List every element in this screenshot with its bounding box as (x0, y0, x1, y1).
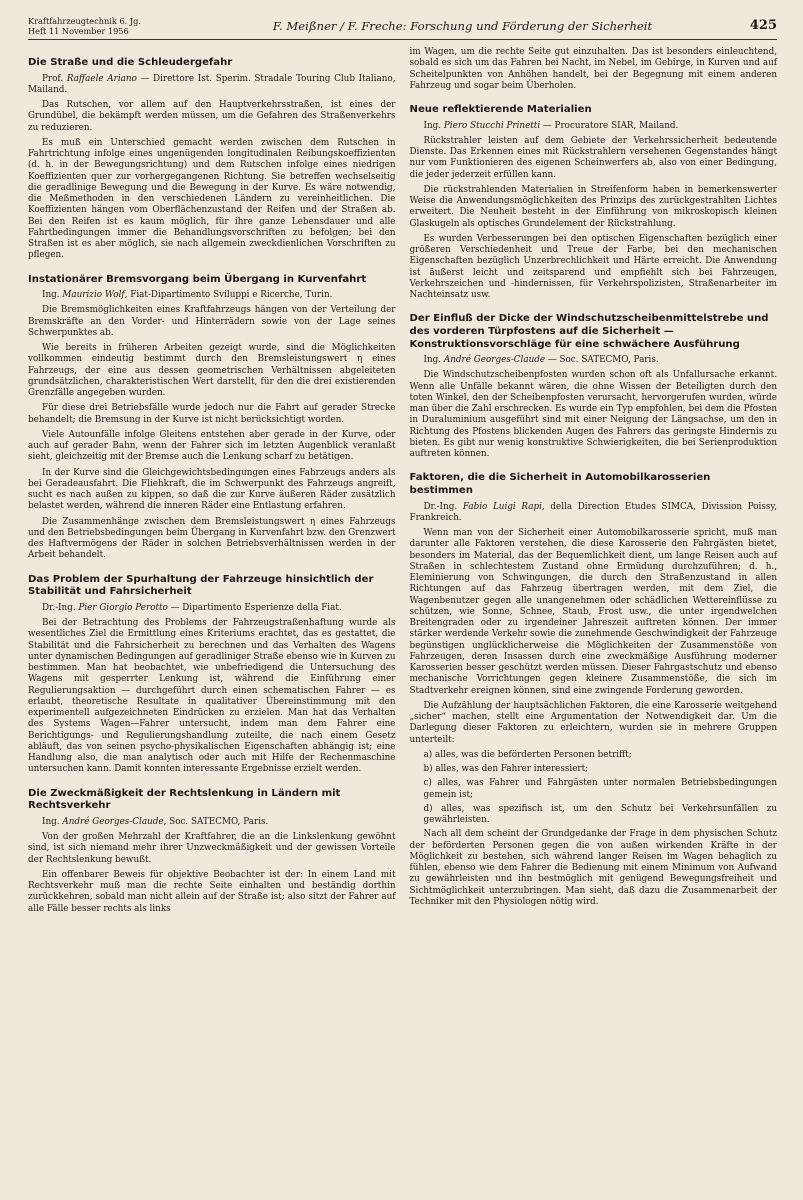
author-affiliation: — Procuratore SIAR, Mailand. (542, 120, 679, 131)
section-title: Neue reflektierende Materialien (409, 104, 592, 115)
paragraph: Die rückstrahlenden Materialien in Streifenform haben in bemerkenswerter Weise die Anwendungsmöglichkeiten des Prinzips des zurückgestrahlten Lichtes erweitert. Die Neuheit besteht in der Einführung von mikroskopisch kleinen Glaskugeln als optisches Grundelement der Rückstrahlung. (409, 184, 777, 229)
author-affiliation: , Soc. SATECMO, Paris. (163, 816, 269, 827)
author-line (410, 502, 778, 525)
page-number: 425 (749, 18, 777, 33)
paragraph-continued: im Wagen, um die rechte Seite gut einzuhalten. Das ist besonders einleuchtend, sobald es sich um das Fahren bei Nacht, im Nebel, im Gebirge, in Kurven und auf Scheitelpunkten von Anhöhen handelt, bei der Begegnung mit einem anderen Fahrzeug und sogar beim Überholen. (409, 47, 777, 91)
paragraph: Die Windschutzscheibenpfosten wurden schon oft als Unfallursache erkannt. Wenn alle Unfälle bekannt wären, die ohne Wissen der Beteiligten durch den toten Winkel, den der Scheibenpfosten verursacht, hervorgerufen wurden, würde man über die Zahl erschrecken. Es wurde ein Typ empfohlen, bei dem die Pfosten in Duraluminium ausgeführt sind mit einer Neigung der Längsachse, um den in Richtung des Pfostens blickenden Augen des Fahrers das geringste Hindernis zu bieten. Es gibt nur wenig konstruktive Schwierigkeiten, die bei Serienproduktion auftreten können. (409, 370, 777, 460)
author-affiliation: , della Direction Etudes SIMCA, Divission Poissy, Frankreich. (409, 501, 777, 523)
section-title: Faktoren, die die Sicherheit in Automobilkarosserien bestimmen (409, 472, 711, 496)
paragraph: Die Aufzählung der hauptsächlichen Faktoren, die eine Karosserie weitgehend „sicher“ machen, stellt eine Argumentation der Notwendigkeit dar. Um die Darlegung dieser Faktoren zu erleichtern, wurden sie in mehrere Gruppen unterteilt: (409, 700, 777, 745)
section-title: Der Einfluß der Dicke der Windschutzscheibenmittelstrebe und des vorderen Türpfostens auf die Sicherheit — Konstruktionsvorschläge für eine schwächere Ausführung (409, 313, 769, 350)
paragraph: Nach all dem scheint der Grundgedanke der Frage in dem physischen Schutz der beförderten Personen gegen die von außen wirkenden Kräfte in der Möglichkeit zu bestehen, sich während langer Reisen im Wagen behaglich zu fühlen, ebenso wie dem Fahrer die Bedienung mit einem Minimum von Aufwand zu gewährleisten und ihn bestmöglich mit genügend Bewegungsfreiheit und Sichtmöglichkeit unterzubringen. Man sieht, daß dazu die Zusammenarbeit der Techniker mit den Physiologen nötig wird. (409, 829, 777, 907)
list-item: c) alles, was Fahrer und Fahrgästen unter normalen Betriebsbedingungen gemein ist; (423, 778, 777, 800)
author-prefix: Ing. (42, 816, 60, 827)
two-column-body (28, 47, 777, 919)
running-title: F. Meißner / F. Freche: Forschung und Förderung der Sicherheit (272, 19, 653, 33)
journal-line-1: Kraftfahrzeugtechnik 6. Jg. (28, 16, 141, 26)
list-item: d) alles, was spezifisch ist, um den Schutz bei Verkehrsunfällen zu gewährleisten. (423, 803, 777, 826)
paragraph: Die Zusammenhänge zwischen dem Bremsleistungswert η eines Fahrzeugs und den Betriebsbedingungen beim Übergang in Kurvenfahrt bzw. den Grenzwert des Haftvermögens der Räder in solchen Betriebsverhältnissen werden in der Arbeit behandelt. (28, 516, 396, 561)
author-line (410, 121, 778, 132)
author-affiliation: , Fiat-Dipartimento Sviluppi e Ricerche, Turin. (124, 290, 333, 301)
list-item: a) alles, was die beförderten Personen betrifft; (423, 749, 632, 760)
author-prefix: Ing. (42, 290, 60, 301)
author-name: Maurizio Wolf (62, 290, 125, 301)
paragraph: Die Bremsmöglichkeiten eines Kraftfahrzeugs hängen von der Verteilung der Bremskräfte an den Vorder- und Hinterrädern sowie von der Lage seines Schwerpunktes ab. (28, 305, 396, 338)
section-title: Instationärer Bremsvorgang beim Übergang in Kurvenfahrt (28, 273, 367, 285)
paragraph: Das Rutschen, vor allem auf den Hauptverkehrsstraßen, ist eines der Grundübel, die bekämpft werden müssen, um die Gefahren des Straßenverkehrs zu reduzieren. (28, 100, 396, 133)
author-affiliation: — Direttore Ist. Sperim. Stradale Touring Club Italiano, Mailand. (28, 73, 396, 95)
author-line (28, 74, 396, 97)
author-prefix: Dr.-Ing. (423, 501, 458, 512)
paragraph: Ein offenbarer Beweis für objektive Beobachter ist der: In einem Land mit Rechtsverkehr muß man die rechte Seite einhalten und beständig dorthin zurückkehren, sobald man nicht allein auf der Straße ist; also sitzt der Fahrer auf alle Fälle besser rechts als links (28, 869, 396, 914)
author-affiliation: — Soc. SATECMO, Paris. (547, 355, 659, 366)
paragraph: Für diese drei Betriebsfälle wurde jedoch nur die Fahrt auf gerader Strecke behandelt; die Bremsung in der Kurve ist nicht berücksichtigt worden. (28, 403, 396, 425)
right-column (410, 47, 778, 919)
running-header (28, 16, 777, 40)
author-name: Pier Giorgio Perotto (78, 602, 168, 613)
paragraph: In der Kurve sind die Gleichgewichtsbedingungen eines Fahrzeugs anders als bei Geradeausfahrt. Die Fliehkraft, die im Schwerpunkt des Fahrzeugs angreift, sucht es nach außen zu kippen, so daß die zur Kurve äußeren Räder zusätzlich belastet werden, während die inneren Räder eine Entlastung erfahren. (28, 467, 396, 512)
author-line (28, 603, 396, 614)
author-line (28, 817, 396, 828)
paragraph: Rückstrahler leisten auf dem Gebiete der Verkehrssicherheit bedeutende Dienste. Das Erkennen eines mit Rückstrahlern versehenen Gegenstandes hängt nur vom Funktionieren des eigenen Scheinwerfers ab, also von einer Bedingung, die jeder jederzeit erfüllen kann. (409, 135, 777, 180)
author-name: André Georges-Claude (62, 816, 164, 827)
section-title: Die Straße und die Schleudergefahr (28, 57, 233, 68)
paragraph: Es muß ein Unterschied gemacht werden zwischen dem Rutschen in Fahrtrichtung infolge eines ungenügenden longitudinalen Reibungskoeffizienten (d. h. in der Bewegungsrichtung) und dem Rutschen infolge eines niedrigen Koeffizienten quer zur vorhergegangenen Richtung. Sie betreffen wechselseitig die geradlinige Bewegung und die Bewegung in der Kurve. Es wäre notwendig, die Meßmethoden in den verschiedenen Ländern zu vereinheitlichen. Die Koeffizienten hängen vom Oberflächenzustand der Reifen und der Straßen ab. Bei den Reifen ist es kaum möglich, für ihre ganze Lebensdauer und alle Fahrtbedingungen immer die Behandlungsvorschriften zu befolgen; bei den Straßen ist es aber möglich, sie nach allgemein zweckdienlichen Vorschriften zu pflegen. (28, 137, 396, 261)
paragraph: Viele Autounfälle infolge Gleitens entstehen aber gerade in der Kurve, oder auch auf gerader Bahn, wenn der Fahrer sich im letzten Augenblick veranlaßt sieht, gleichzeitig mit der Bremse auch die Lenkung scharf zu betätigen. (28, 429, 396, 463)
author-affiliation: — Dipartimento Esperienze della Fiat. (170, 602, 342, 613)
author-name: Raffaele Ariano (66, 73, 137, 84)
author-prefix: Prof. (42, 73, 64, 84)
author-name: Fabio Luigi Rapi (462, 501, 542, 512)
author-line (410, 355, 778, 366)
author-prefix: Ing. (423, 355, 442, 366)
paragraph: Wie bereits in früheren Arbeiten gezeigt wurde, sind die Möglichkeiten vollkommen eindeutig bestimmt durch den Bremsleistungswert η eines Fahrzeugs, der eine aus dessen geometrischen Verhältnissen abgeleiteten grundsätzlichen, charakteristischen Wert darstellt, für den die drei existierenden Grenzfälle angegeben wurden. (28, 343, 396, 399)
author-prefix: Ing. (423, 120, 442, 131)
author-name: André Georges-Claude (443, 355, 546, 366)
section-title: Das Problem der Spurhaltung der Fahrzeuge hinsichtlich der Stabilität und Fahrsicherheit (28, 573, 374, 598)
paragraph: Bei der Betrachtung des Problems der Fahrzeugstraßenhaftung wurde als wesentliches Ziel die Ermittlung eines Kriteriums erachtet, das es gestattet, die Stabilität und die Fahrsicherheit zu berechnen und das Verhalten des Wagens unter dynamischen Bedingungen auf geradliniger Straße ebenso wie in Kurven zu bestimmen. Man hat beobachtet, wie unbefriedigend die Untersuchung des Wagens mit gesperrter Lenkung ist, während die Einführung einer Regulierungsaktion — durchgeführt durch einen schematischen Fahrer — es erlaubt, theoretische Resultate in qualitativer Übereinstimmung mit den experimentell aufgezeichneten Eindrücken zu erzielen. Man hat das Verhalten des Systems Wagen—Fahrer untersucht, indem man dem Fahrer eine Berichtigungs- und Regulierungshandlung zuteilte, die nach einem Gesetz abläuft, das von seinen psycho-physikalischen Eigenschaften abhängig ist; eine Handlung also, die man analytisch oder auch mit Hilfe der Rechenmaschine untersuchen kann. Damit konnten interessante Ergebnisse erzielt werden. (28, 618, 396, 775)
paragraph: Wenn man von der Sicherheit einer Automobilkarosserie spricht, muß man darunter alle Faktoren verstehen, die diese Karosserie den Fahrgästen bietet, besonders im Material, das der Bequemlichkeit dient, um lange Reisen auch auf Straßen in schlechtestem Zustand ohne Ermüdung durchzuführen; d. h., Eleminierung von Schwingungen, die durch den Straßenzustand in allen Richtungen auf das Fahrzeug übertragen werden, mit dem Ziel, die Wagenbenutzer gegen alle unangenehmen oder schädlichen Wettereinflüsse zu schützen, wie Sonne, Schnee, Staub, Frost usw., die unter irgendwelchen Breitengraden oder zu irgendeiner Jahreszeit auftreten können. Der immer stärker werdende Verkehr sowie die zunehmende Geschwindigkeit der Fahrzeuge begünstigen unglücklicherweise die Möglichkeiten der Zusammenstöße von Fahrzeugen, deren Insassen durch eine zweckmäßige Ausführung moderner Karosserien besser geschützt werden müssen. Dieser Fahrgastschutz und ebenso mechanische Vorrichtungen gegen kleinere Zusammenstöße, die sich im Stadtverkehr ereignen können, sind eine zwingende Forderung geworden. (409, 528, 777, 696)
journal-line-2: Heft 11 November 1956 (28, 26, 129, 36)
journal-info (28, 16, 188, 36)
section-title: Die Zweckmäßigkeit der Rechtslenkung in Ländern mit Rechtsverkehr (28, 787, 341, 812)
list-item: b) alles, was den Fahrer interessiert; (423, 764, 589, 775)
paragraph: Es wurden Verbesserungen bei den optischen Eigenschaften bezüglich einer größeren Verschiedenheit und Treue der Farbe, bei den mechanischen Eigenschaften bezüglich Unzerbrechlichkeit und Härte erreicht. Die Anwendung ist äußerst leicht und zeitsparend und empfiehlt sich bei Fahrzeugen, Verkehrszeichen und -hindernissen, für Verkehrspolizisten, Straßenarbeiter im Nachteinsatz usw. (409, 233, 777, 301)
author-line (28, 290, 396, 301)
author-name: Piero Stucchi Prinetti (443, 120, 541, 131)
author-prefix: Dr.-Ing. (42, 602, 76, 613)
left-column (28, 47, 396, 919)
paragraph: Von der großen Mehrzahl der Kraftfahrer, die an die Linkslenkung gewöhnt sind, ist sich niemand mehr ihrer Unzweckmäßigkeit und der gewissen Vorteile der Rechtslenkung bewußt. (28, 832, 396, 865)
